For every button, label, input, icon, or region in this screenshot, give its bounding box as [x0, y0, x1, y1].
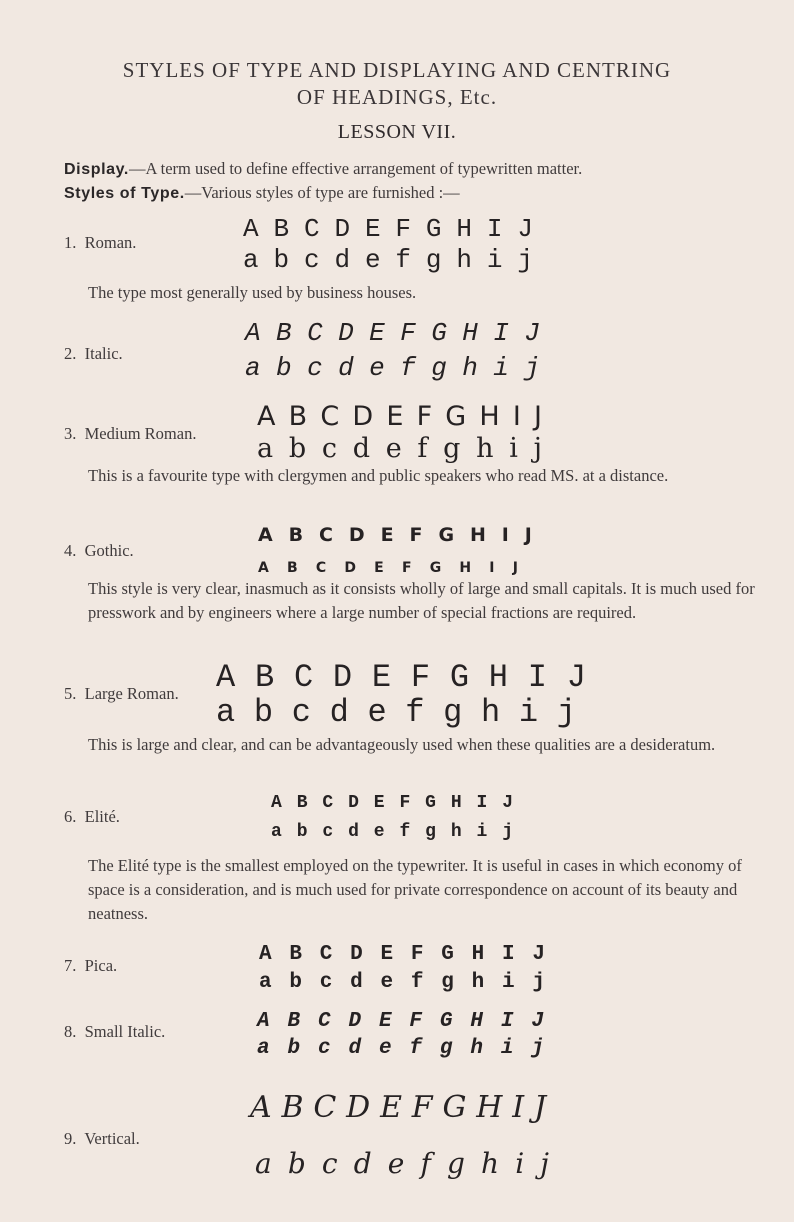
specimen-letter: g — [425, 245, 442, 275]
specimen-letter: f — [420, 1147, 431, 1180]
specimen-letter: H — [462, 318, 478, 348]
specimen-letter: J — [502, 793, 513, 813]
style-name: Vertical. — [84, 1129, 140, 1148]
page-title-line2: OF HEADINGS, Etc. — [296, 85, 498, 109]
specimen-letter: I — [493, 318, 509, 348]
specimen-letter: b — [296, 822, 308, 842]
note-text: This style is very clear, inasmuch as it consists wholly of large and small capitals. It is much used for presswork and by engineers where a large number of special fractions are required. — [88, 579, 755, 622]
specimen-letter: g — [446, 1147, 465, 1180]
specimen-letter: H — [479, 401, 500, 432]
specimen-letter: D — [348, 1010, 362, 1033]
specimen-letter: E — [364, 214, 381, 244]
specimen-letter: C — [320, 401, 340, 432]
specimen-letter: d — [334, 245, 351, 275]
specimen-letter: G — [438, 524, 455, 546]
specimen-letter: G — [449, 659, 470, 696]
specimen-letter: j — [556, 694, 576, 731]
specimen-letter: C — [317, 1010, 331, 1033]
specimen-letter: E — [378, 1010, 392, 1033]
specimen-letter: a — [255, 1147, 272, 1180]
specimen-letter: e — [387, 1147, 405, 1180]
specimen-letter: f — [410, 971, 424, 994]
specimen-letter: d — [350, 971, 363, 994]
specimen-letter: E — [371, 659, 392, 696]
specimen-letter: i — [500, 1037, 514, 1060]
style-name: Italic. — [84, 344, 123, 363]
style-label-medium-roman — [64, 424, 196, 444]
gothic-small-capitals-sample — [258, 560, 518, 576]
specimen-letter: F — [395, 214, 412, 244]
specimen-letter: g — [431, 353, 447, 383]
specimen-letter: J — [512, 560, 518, 576]
specimen-letter: i — [493, 353, 509, 383]
style-name: Elité. — [84, 807, 120, 826]
specimen-letter: e — [373, 822, 385, 842]
specimen-letter: i — [476, 822, 488, 842]
specimen-letter: J — [532, 943, 545, 966]
specimen-letter: B — [273, 214, 290, 244]
style-number: 8. — [64, 1022, 77, 1041]
specimen-letter: H — [469, 524, 486, 546]
specimen-letter: f — [405, 694, 425, 731]
gothic-note — [88, 577, 760, 625]
specimen-letter: d — [329, 694, 349, 731]
specimen-letter: B — [254, 659, 275, 696]
specimen-letter: g — [441, 971, 454, 994]
specimen-letter: H — [456, 214, 472, 244]
specimen-letter: h — [481, 694, 501, 731]
pica-lowercase-sample — [259, 971, 545, 994]
specimen-letter: b — [276, 353, 292, 383]
style-name: Pica. — [84, 956, 118, 975]
specimen-letter: B — [296, 793, 308, 813]
styles-text: —Various styles of type are furnished :— — [184, 183, 460, 202]
specimen-letter: H — [488, 659, 508, 696]
specimen-letter: j — [532, 971, 545, 994]
lesson-heading: LESSON VII. — [337, 121, 457, 143]
specimen-letter: h — [470, 1037, 483, 1060]
style-number: 1. — [64, 233, 77, 252]
specimen-letter: b — [273, 245, 290, 275]
specimen-letter: J — [524, 524, 532, 546]
specimen-letter: C — [313, 1090, 337, 1125]
specimen-letter: I — [476, 793, 488, 813]
specimen-letter: e — [380, 971, 394, 994]
specimen-letter: H — [470, 1010, 483, 1033]
style-name: Medium Roman. — [84, 424, 197, 443]
small-italic-uppercase-sample — [257, 1010, 544, 1033]
specimen-letter: a — [271, 822, 282, 842]
specimen-letter: a — [257, 1037, 270, 1060]
elite-lowercase-sample — [271, 822, 513, 842]
specimen-letter: D — [344, 560, 356, 576]
roman-note: The type most generally used by business houses. — [88, 283, 417, 302]
styles-definition — [64, 181, 764, 206]
specimen-letter: B — [287, 1010, 301, 1033]
pica-uppercase-sample — [259, 943, 545, 966]
specimen-letter: i — [518, 694, 539, 731]
specimen-letter: i — [515, 1147, 525, 1180]
specimen-letter: I — [489, 560, 495, 576]
specimen-letter: C — [303, 214, 320, 244]
specimen-letter: c — [319, 971, 333, 994]
specimen-letter: F — [411, 1090, 433, 1125]
specimen-letter: D — [334, 214, 351, 244]
specimen-letter: A — [258, 560, 269, 576]
styles-term: Styles of Type. — [64, 185, 185, 202]
specimen-letter: j — [540, 1147, 549, 1180]
page-title: STYLES OF TYPE AND DISPLAYING AND CENTRING — [122, 58, 672, 82]
specimen-letter: J — [524, 318, 540, 348]
specimen-letter: H — [476, 1090, 503, 1125]
specimen-letter: E — [374, 560, 384, 576]
specimen-letter: d — [348, 1037, 362, 1060]
style-number: 2. — [64, 344, 77, 363]
specimen-letter: c — [307, 353, 323, 383]
specimen-letter: e — [378, 1037, 392, 1060]
elite-note — [88, 854, 760, 926]
specimen-letter: g — [443, 694, 463, 731]
specimen-letter: F — [401, 560, 412, 576]
specimen-letter: f — [409, 1037, 423, 1060]
specimen-letter: e — [367, 694, 387, 731]
specimen-letter: F — [410, 659, 431, 696]
specimen-letter: G — [425, 214, 442, 244]
specimen-letter: A — [258, 524, 273, 546]
specimen-letter: F — [409, 1010, 423, 1033]
roman-lowercase-sample — [243, 245, 533, 275]
specimen-letter: f — [399, 822, 411, 842]
specimen-letter: b — [289, 971, 302, 994]
specimen-letter: c — [321, 1147, 338, 1180]
specimen-letter: J — [533, 1090, 546, 1125]
specimen-letter: J — [566, 659, 586, 696]
specimen-letter: D — [352, 401, 374, 432]
specimen-letter: G — [441, 943, 454, 966]
specimen-letter: e — [364, 245, 381, 275]
note-text: This is a favourite type with clergymen and public speakers who read MS. at a distance. — [88, 466, 669, 485]
specimen-letter: H — [471, 943, 485, 966]
note-text: The Elité type is the smallest employed on the typewriter. It is useful in cases in which economy of space is a consideration, and is much used for private correspondence on account of its beauty and neatness. — [88, 856, 742, 923]
specimen-letter: C — [319, 524, 333, 546]
style-name: Large Roman. — [84, 684, 179, 703]
specimen-letter: G — [442, 1090, 467, 1125]
specimen-letter: F — [409, 524, 423, 546]
specimen-letter: B — [276, 318, 292, 348]
specimen-letter: b — [288, 433, 307, 464]
style-number: 4. — [64, 541, 77, 560]
specimen-letter: G — [445, 401, 467, 432]
specimen-letter: D — [346, 1090, 371, 1125]
specimen-letter: E — [380, 943, 394, 966]
italic-uppercase-sample — [245, 318, 540, 348]
gothic-large-capitals-sample — [258, 524, 532, 546]
specimen-letter: g — [425, 822, 436, 842]
specimen-letter: h — [456, 245, 472, 275]
specimen-letter: a — [216, 694, 236, 731]
specimen-letter: I — [501, 524, 509, 546]
specimen-letter: e — [385, 433, 402, 464]
specimen-letter: d — [338, 353, 354, 383]
display-term: Display. — [64, 161, 129, 178]
specimen-letter: b — [287, 1037, 301, 1060]
specimen-letter: F — [400, 318, 416, 348]
specimen-letter: E — [380, 1090, 402, 1125]
specimen-letter: g — [443, 433, 461, 464]
specimen-letter: E — [373, 793, 385, 813]
specimen-letter: A — [216, 659, 236, 696]
style-name: Small Italic. — [84, 1022, 166, 1041]
specimen-letter: g — [439, 1037, 453, 1060]
display-text: —A term used to define effective arrangement of typewritten matter. — [128, 159, 583, 178]
specimen-letter: B — [287, 560, 298, 576]
medium-roman-uppercase-sample — [257, 401, 542, 432]
specimen-letter: D — [348, 524, 365, 546]
specimen-letter: A — [257, 401, 276, 432]
specimen-letter: a — [257, 433, 274, 464]
style-label-elite — [64, 807, 120, 827]
large-roman-uppercase-sample — [216, 659, 586, 696]
specimen-letter: I — [527, 659, 547, 696]
specimen-letter: A — [259, 943, 272, 966]
style-label-italic — [64, 344, 123, 364]
specimen-letter: F — [410, 943, 424, 966]
style-label-large-roman — [64, 684, 179, 704]
specimen-letter: I — [486, 214, 503, 244]
specimen-letter: c — [322, 822, 334, 842]
specimen-letter: E — [369, 318, 385, 348]
specimen-letter: d — [348, 822, 359, 842]
display-definition — [64, 157, 764, 182]
specimen-letter: h — [450, 822, 462, 842]
specimen-letter: C — [307, 318, 323, 348]
specimen-letter: i — [509, 433, 518, 464]
specimen-letter: h — [471, 971, 485, 994]
specimen-letter: B — [281, 1090, 304, 1125]
specimen-letter: a — [245, 353, 261, 383]
specimen-letter: F — [416, 401, 433, 432]
style-label-roman — [64, 233, 136, 253]
specimen-letter: i — [502, 971, 515, 994]
large-roman-note — [88, 733, 760, 757]
specimen-letter: d — [353, 1147, 372, 1180]
specimen-letter: B — [288, 524, 304, 546]
specimen-letter: j — [517, 245, 533, 275]
style-label-small-italic — [64, 1022, 165, 1042]
specimen-letter: J — [517, 214, 533, 244]
small-italic-lowercase-sample — [257, 1037, 544, 1060]
specimen-letter: J — [531, 1010, 544, 1033]
specimen-letter: G — [425, 793, 436, 813]
specimen-letter: C — [319, 943, 333, 966]
specimen-letter: h — [462, 353, 478, 383]
specimen-letter: G — [429, 560, 442, 576]
large-roman-lowercase-sample — [216, 694, 576, 731]
specimen-letter: f — [395, 245, 412, 275]
specimen-letter: a — [259, 971, 272, 994]
specimen-letter: h — [476, 433, 494, 464]
specimen-letter: D — [350, 943, 363, 966]
specimen-letter: f — [400, 353, 416, 383]
style-number: 5. — [64, 684, 77, 703]
style-name: Roman. — [84, 233, 137, 252]
specimen-letter: B — [288, 401, 308, 432]
specimen-letter: H — [450, 793, 462, 813]
style-number: 6. — [64, 807, 77, 826]
specimen-letter: j — [531, 1037, 544, 1060]
specimen-letter: d — [352, 433, 370, 464]
style-number: 3. — [64, 424, 77, 443]
specimen-letter: G — [431, 318, 447, 348]
specimen-letter: j — [533, 433, 542, 464]
specimen-letter: J — [534, 401, 542, 432]
specimen-letter: D — [338, 318, 354, 348]
specimen-letter: a — [243, 245, 259, 275]
specimen-letter: C — [293, 659, 314, 696]
specimen-letter: F — [399, 793, 411, 813]
note-text: This is large and clear, and can be advantageously used when these qualities are a desideratum. — [88, 735, 716, 754]
specimen-letter: A — [257, 1010, 270, 1033]
specimen-letter: A — [245, 318, 261, 348]
italic-lowercase-sample — [245, 353, 540, 383]
specimen-letter: A — [271, 793, 282, 813]
specimen-letter: j — [524, 353, 540, 383]
medium-roman-note — [88, 464, 763, 488]
specimen-letter: j — [502, 822, 513, 842]
specimen-letter: c — [291, 694, 311, 731]
style-number: 7. — [64, 956, 77, 975]
specimen-letter: c — [321, 433, 337, 464]
style-number: 9. — [64, 1129, 77, 1148]
specimen-letter: A — [250, 1090, 272, 1125]
specimen-letter: i — [486, 245, 503, 275]
specimen-letter: C — [315, 560, 327, 576]
specimen-letter: I — [512, 401, 521, 432]
style-label-vertical — [64, 1129, 140, 1149]
specimen-letter: e — [369, 353, 385, 383]
specimen-letter: I — [502, 943, 515, 966]
specimen-letter: c — [303, 245, 320, 275]
specimen-letter: c — [317, 1037, 331, 1060]
specimen-letter: b — [287, 1147, 306, 1180]
specimen-letter: b — [253, 694, 274, 731]
vertical-lowercase-sample — [255, 1147, 549, 1180]
specimen-letter: I — [512, 1090, 525, 1125]
specimen-letter: A — [243, 214, 259, 244]
specimen-letter: E — [386, 401, 404, 432]
elite-uppercase-sample — [271, 793, 513, 813]
style-name: Gothic. — [84, 541, 134, 560]
style-label-pica — [64, 956, 117, 976]
specimen-letter: D — [348, 793, 359, 813]
specimen-letter: E — [380, 524, 394, 546]
specimen-letter: D — [332, 659, 353, 696]
specimen-letter: I — [500, 1010, 514, 1033]
specimen-letter: h — [481, 1147, 500, 1180]
style-label-gothic — [64, 541, 134, 561]
roman-uppercase-sample — [243, 214, 533, 244]
vertical-uppercase-sample — [250, 1090, 546, 1125]
specimen-letter: B — [289, 943, 302, 966]
specimen-letter: f — [417, 433, 428, 464]
specimen-letter: H — [459, 560, 472, 576]
medium-roman-lowercase-sample — [257, 433, 542, 464]
specimen-letter: C — [322, 793, 334, 813]
specimen-letter: G — [439, 1010, 453, 1033]
